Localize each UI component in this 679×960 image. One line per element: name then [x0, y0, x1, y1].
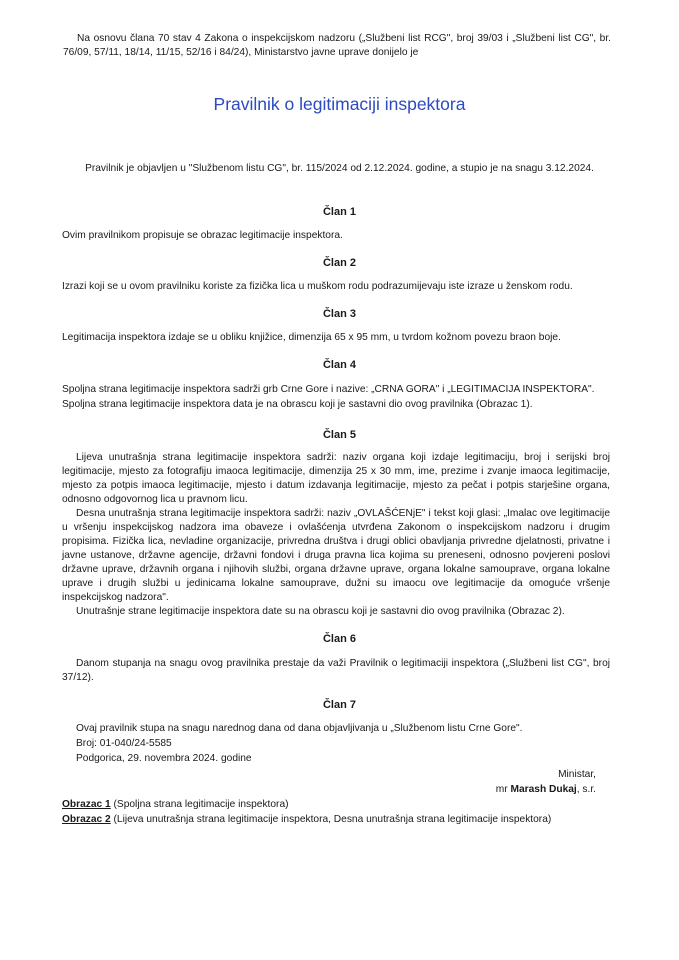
article-3-heading: Član 3	[322, 308, 356, 320]
article-3-paragraph: Legitimacija inspektora izdaje se u obliku knjižice, dimenzija 65 x 95 mm, u tvrdom kožnom povezu braon boje.	[62, 332, 561, 343]
article-5-paragraph-3: Unutrašnje strane legitimacije inspektora date su na obrascu koji je sastavni dio ovog pravilnika (Obrazac 2).	[76, 606, 565, 617]
article-7-paragraph: Ovaj pravilnik stupa na snagu narednog dana od dana objavljivanja u „Službenom listu Crne Gore".	[76, 723, 523, 734]
article-5-heading: Član 5	[322, 429, 356, 441]
article-4-paragraph-2: Spoljna strana legitimacije inspektora data je na obrascu koji je sastavni dio ovog pravilnika (Obrazac 1).	[62, 399, 533, 410]
obrazac-2-link[interactable]: Obrazac 2	[62, 814, 111, 825]
obrazac-1-description: (Spoljna strana legitimacije inspektora)	[110, 799, 289, 810]
publication-note: Pravilnik je objavljen u "Službenom listu CG", br. 115/2024 od 2.12.2024. godine, a stupio je na snagu 3.12.2024.	[85, 163, 594, 174]
place-and-date: Podgorica, 29. novembra 2024. godine	[76, 753, 252, 764]
intro-paragraph: Na osnovu člana 70 stav 4 Zakona o inspekcijskom nadzoru („Službeni list RCG", broj 39/03 i „Službeni list CG", br. 76/09, 57/11, 18/14, 11/15, 52/16 i 84/24), Ministarstvo javne uprave donijelo je	[63, 33, 611, 58]
signer-suffix: , s.r.	[576, 784, 596, 795]
article-6-heading: Član 6	[322, 633, 356, 645]
article-1-heading: Član 1	[322, 206, 356, 218]
document-title: Pravilnik o legitimaciji inspektora	[213, 94, 466, 114]
article-1-paragraph: Ovim pravilnikom propisuje se obrazac legitimacije inspektora.	[62, 230, 343, 241]
signer-name: Marash Dukaj	[510, 784, 577, 795]
article-5-paragraph-1: Lijeva unutrašnja strana legitimacije inspektora sadrži: naziv organa koji izdaje legitimaciju, broj i serijski broj legitimacije, mjesto za fotografiju imaoca legitimacije, dimenzija 25 x 30 mm, ime, prezime i zvanje imaoca legitimacije, mjesto za potpis imaoca legitimacije, mjesto i datum izdavanja legitimacije, mjesto za pečat i potpis starješine organa, odnosno odgovornog lica u pravnom licu.	[62, 452, 610, 505]
article-2-heading: Član 2	[322, 257, 356, 269]
article-7-heading: Član 7	[322, 699, 356, 711]
signer-title: Ministar,	[558, 769, 596, 780]
attachment-obrazac-1	[62, 798, 289, 812]
obrazac-2-description: (Lijeva unutrašnja strana legitimacije inspektora, Desna unutrašnja strana legitimacije inspektora)	[110, 814, 552, 825]
signer-prefix: mr	[495, 784, 508, 795]
article-4-heading: Član 4	[322, 359, 356, 371]
obrazac-1-link[interactable]: Obrazac 1	[62, 799, 111, 810]
attachment-obrazac-2	[62, 813, 551, 827]
article-5-paragraph-2: Desna unutrašnja strana legitimacije inspektora sadrži: naziv „OVLAŠĆENjE" i tekst koji glasi: „Imalac ove legitimacije u vršenju inspekcijskog nadzora ima obaveze i ovlašćenja utvrđena Zakonom o inspekcijskom nadzoru i drugim propisima. Fizička lica, nevladine organizacije, privredna društva i drugi oblici obavljanja privredne djelatnosti, privatne i javne ustanove, državne agencije, državni fondovi i druga pravna lica kojima su preneseni, odnosno povjereni poslovi državne uprave, državnih organa i njihovih službi, organa državne uprave, organa lokalne samouprave, organa lokalne uprave i drugih službi u jedinicama lokalne samouprave, dužni su imaocu ove legitimacije da omoguće vršenje inspekcijskog nadzora".	[62, 508, 610, 603]
article-2-paragraph: Izrazi koji se u ovom pravilniku koriste za fizička lica u muškom rodu podrazumijevaju iste izraze u ženskom rodu.	[62, 281, 573, 292]
article-6-paragraph: Danom stupanja na snagu ovog pravilnika prestaje da važi Pravilnik o legitimaciji inspektora („Službeni list CG", broj 37/12).	[62, 658, 610, 683]
article-4-paragraph-1: Spoljna strana legitimacije inspektora sadrži grb Crne Gore i nazive: „CRNA GORA" i „LEGITIMACIJA INSPEKTORA".	[62, 384, 595, 395]
signer-line	[496, 783, 596, 797]
document-number: Broj: 01-040/24-5585	[76, 738, 172, 749]
